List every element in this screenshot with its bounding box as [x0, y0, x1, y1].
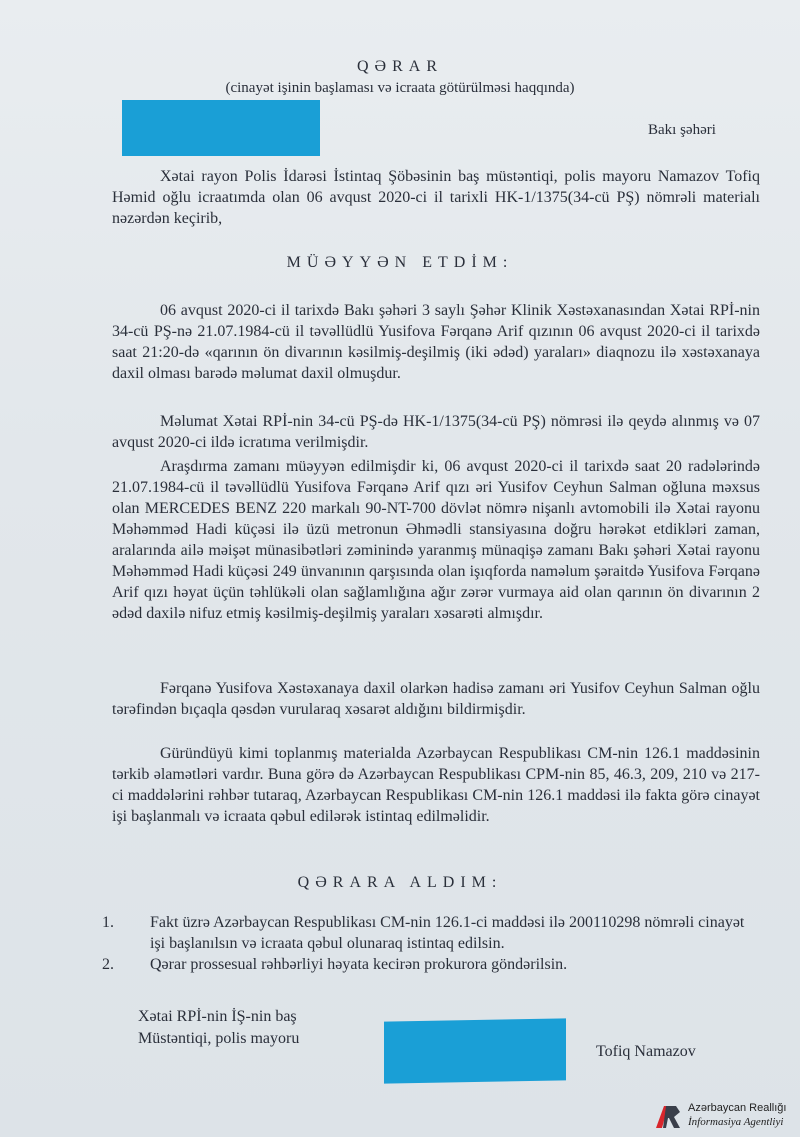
signature-line-2: Müstəntiqi, polis mayoru — [138, 1030, 300, 1047]
paragraph-2: Məlumat Xətai RPİ-nin 34-cü PŞ-də HK-1/1375(34-cü PŞ) nömrəsi ilə qeydə alınmış və 07 avqust 2020-ci ildə icratıma verilmişdir. — [112, 413, 760, 451]
paragraph-4: Fərqanə Yusifova Xəstəxanaya daxil olarkən hadisə zamanı əri Yusifov Ceyhun Salman oğlu tərəfindən bıçaqla qəsdən vurularaq xəsarət aldığını bildirmişdir. — [112, 680, 760, 718]
city-label: Bakı şəhəri — [648, 122, 716, 138]
paragraph-5: Güründüyü kimi toplanmış materialda Azərbaycan Respublikası CM-nin 126.1 maddəsinin tərkib əlamətləri vardır. Buna görə də Azərbaycan Respublikası CPM-nin 85, 46.3, 209, 210 və 217-ci maddələrini rəhbər tutaraq, Azərbaycan Respublikası CM-nin 126.1 maddəsi ilə fakta görə cinayət işi başlanmalı və icraata qəbul edilərək istintaq edilməlidir. — [112, 745, 760, 825]
intro-paragraph: Xətai rayon Polis İdarəsi İstintaq Şöbəsinin baş müstəntiqi, polis mayoru Namazov Tofiq Həmid oğlu icraatımda olan 06 avqust 2020-ci il tarixli HK-1/1375(34-cü PŞ) nömrəli materialı nəzərdən keçirib, — [112, 168, 760, 227]
signature-title — [138, 1006, 299, 1050]
decision-item-2 — [102, 954, 762, 975]
redaction-box-top — [122, 100, 320, 156]
heading-established: MÜƏYYƏN ETDİM: — [286, 254, 514, 271]
decision-item-1 — [102, 912, 762, 954]
heading-decided: QƏRARA ALDIM: — [297, 874, 503, 891]
watermark-logo — [654, 1100, 794, 1134]
signer-name: Tofiq Namazov — [596, 1043, 696, 1060]
decision-number-2: 2. — [102, 956, 114, 973]
paragraph-1: 06 avqust 2020-ci il tarixdə Bakı şəhəri 3 saylı Şəhər Klinik Xəstəxanasından Xətai RPİ-nin 34-cü PŞ-nə 21.07.1984-cü il təvəllüdlü Yusifova Fərqanə Arif qızının 06 avqust 2020-ci il tarixdə saat 21:20-də «qarının ön divarının kəsilmiş-deşilmiş (iki ədəd) yaraları» diaqnozu ilə xəstəxanaya daxil olması barədə məlumat daxil olmuşdur. — [112, 302, 760, 382]
watermark-line-2: İnformasiya Agentliyi — [688, 1116, 784, 1128]
document-title: QƏRAR — [356, 58, 443, 75]
decision-text-1: Fakt üzrə Azərbaycan Respublikası CM-nin 126.1-ci maddəsi ilə 200110298 nömrəli cinayət işi başlanılsın və icraata qəbul olunaraq istintaq edilsin. — [150, 914, 745, 952]
watermark-line-1: Azərbaycan Reallığı — [688, 1102, 787, 1114]
decision-list — [102, 912, 762, 975]
document-subtitle: (cinayət işinin başlaması və icraata götürülməsi haqqında) — [225, 80, 575, 96]
redaction-box-signature — [384, 1018, 566, 1083]
paragraph-3: Araşdırma zamanı müəyyən edilmişdir ki, 06 avqust 2020-ci il tarixdə saat 20 radələrində 21.07.1984-cü il təvəllüdlü Yusifova Fərqanə Arif qızı əri Yusifov Ceyhun Salman oğluna məxsus olan MERCEDES BENZ 220 markalı 90-NT-700 dövlət nömrə nişanlı avtomobili ilə Xətai rayonu Məhəmməd Hadi küçəsi ilə üzü metronun Əhmədli stansiyasına doğru hərəkət etdikləri zaman, aralarında ailə məişət münasibətləri zəminində yaranmış münaqişə zamanı Bakı şəhəri Xətai rayonu Məhəmməd Hadi küçəsi 249 ünvanının qarşısında olan işıqforda naməlum şəraitdə Yusifova Fərqanə Arif qızı həyat üçün təhlükəli olan sağlamlığına ağır zərər vurmaya aid olan qarının ön divarının 2 ədəd daxilə nifuz etmiş kəsilmiş-deşilmiş yaraları xəsarəti almışdır. — [112, 458, 760, 622]
decision-number-1: 1. — [102, 914, 114, 931]
agency-logo-icon — [654, 1102, 682, 1130]
signature-line-1: Xətai RPİ-nin İŞ-nin baş — [138, 1008, 297, 1025]
decision-text-2: Qərar prossesual rəhbərliyi həyata kecirən prokurora göndərilsin. — [150, 956, 568, 973]
